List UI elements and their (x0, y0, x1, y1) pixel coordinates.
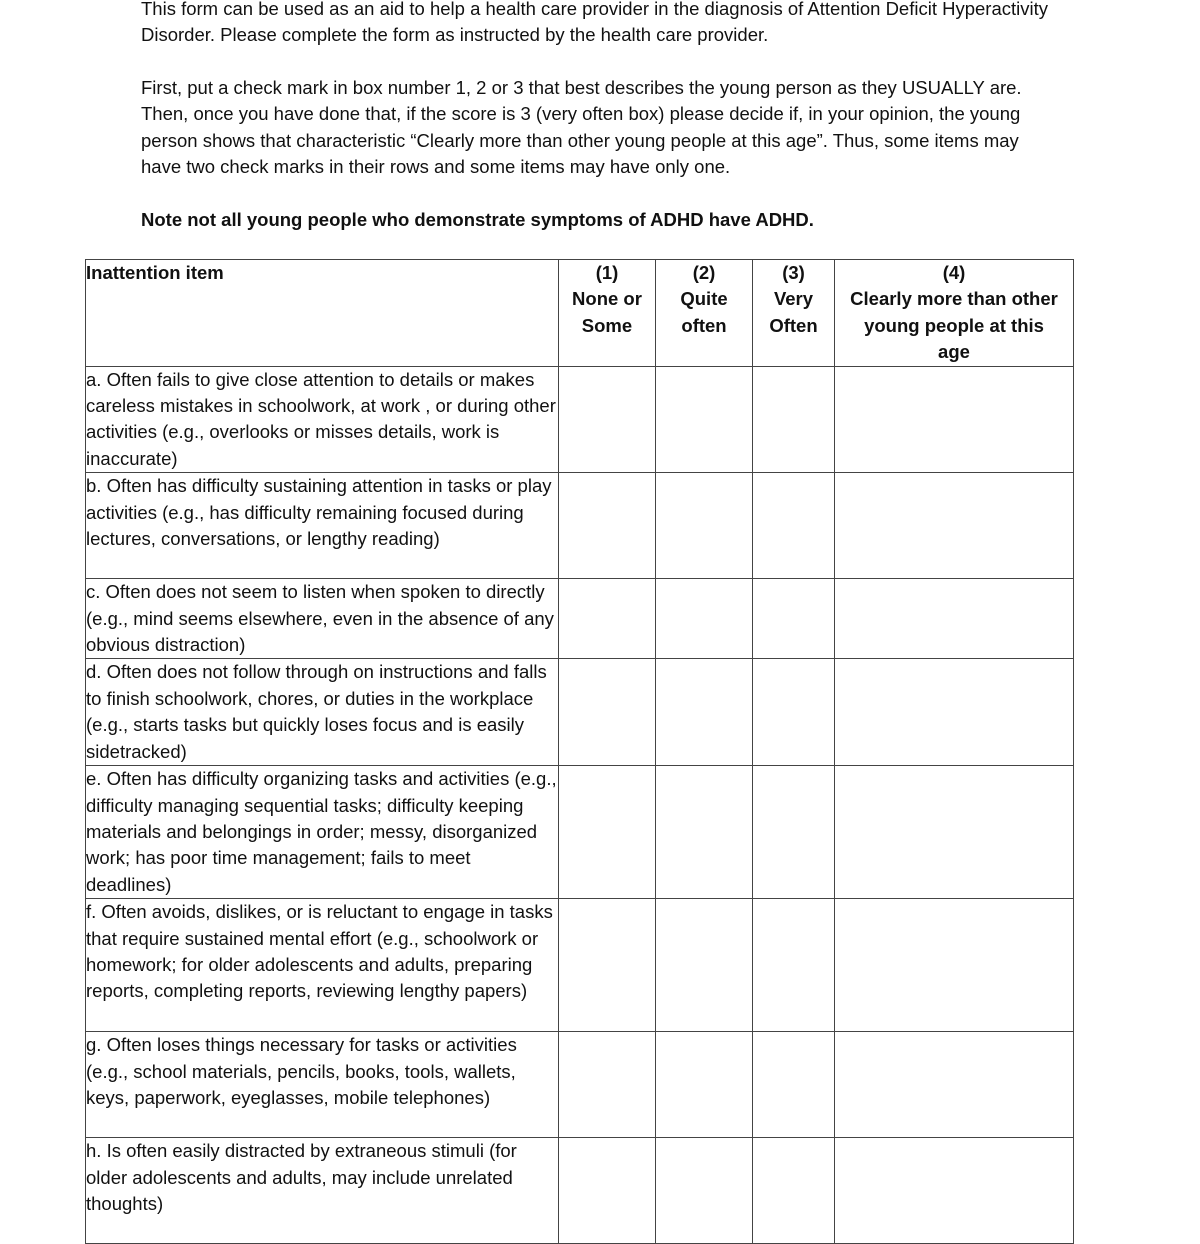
item-a-checkbox-1[interactable] (559, 366, 656, 473)
item-c-checkbox-3[interactable] (753, 579, 835, 659)
column-label: Often (769, 314, 818, 336)
item-c-text: c. Often does not seem to listen when spoken to directly (e.g., mind seems elsewhere, even in the absence of any obvious distraction) (86, 579, 559, 659)
instructions-paragraph: First, put a check mark in box number 1, 2 or 3 that best describes the young person as they USUALLY are. Then, once you have done that, if the score is 3 (very often box) please decide if, in your opinion, the young person shows that characteristic “Clearly more than other young people at this age”. Thus, some items may have two check marks in their rows and some items may have only one. (141, 77, 1022, 177)
item-g-text: g. Often loses things necessary for tasks or activities (e.g., school materials, pencils, books, tools, wallets, keys, paperwork, eyeglasses, mobile telephones) (86, 1032, 559, 1138)
item-d-checkbox-3[interactable] (753, 659, 835, 766)
column-label: None or (572, 288, 642, 310)
column-label: Very (773, 288, 814, 310)
table-row (86, 1032, 1074, 1138)
item-e-checkbox-3[interactable] (753, 766, 835, 899)
column-header-very-often (753, 260, 835, 367)
item-d-checkbox-2[interactable] (656, 659, 753, 766)
item-f-checkbox-4[interactable] (835, 899, 1074, 1032)
item-h-checkbox-1[interactable] (559, 1138, 656, 1244)
item-a-text: a. Often fails to give close attention to details or makes careless mistakes in schoolwork, at work , or during other activities (e.g., overlooks or misses details, work is inaccurate) (86, 366, 559, 473)
table-header-row (86, 260, 1074, 367)
item-d-text: d. Often does not follow through on instructions and falls to finish schoolwork, chores, or duties in the workplace (e.g., starts tasks but quickly loses focus and is easily sidetracked) (86, 659, 559, 766)
column-header-quite-often (656, 260, 753, 367)
item-c-checkbox-2[interactable] (656, 579, 753, 659)
table-row (86, 1138, 1074, 1244)
column-label: young people at this (864, 314, 1044, 336)
column-number: (3) (782, 262, 805, 283)
item-b-text: b. Often has difficulty sustaining attention in tasks or play activities (e.g., has difficulty remaining focused during lectures, conversations, or lengthy reading) (86, 473, 559, 579)
intro-paragraph: This form can be used as an aid to help a health care provider in the diagnosis of Attention Deficit Hyperactivity Disorder. Please complete the form as instructed by the health care provider. (141, 0, 1048, 46)
item-d-checkbox-4[interactable] (835, 659, 1074, 766)
item-b-checkbox-4[interactable] (835, 473, 1074, 579)
item-e-checkbox-4[interactable] (835, 766, 1074, 899)
column-label: often (681, 314, 727, 336)
table-row (86, 579, 1074, 659)
table-row (86, 899, 1074, 1032)
column-header-clearly-more (835, 260, 1074, 367)
item-a-checkbox-3[interactable] (753, 366, 835, 473)
table-row (86, 366, 1074, 473)
item-g-checkbox-2[interactable] (656, 1032, 753, 1138)
item-h-checkbox-3[interactable] (753, 1138, 835, 1244)
column-label: Clearly more than other (850, 288, 1058, 310)
item-f-text: f. Often avoids, dislikes, or is reluctant to engage in tasks that require sustained mental effort (e.g., schoolwork or homework; for older adolescents and adults, preparing reports, completing reports, reviewing lengthy papers) (86, 899, 559, 1032)
item-a-checkbox-2[interactable] (656, 366, 753, 473)
item-c-checkbox-4[interactable] (835, 579, 1074, 659)
item-e-checkbox-2[interactable] (656, 766, 753, 899)
item-f-checkbox-1[interactable] (559, 899, 656, 1032)
column-number: (1) (595, 262, 619, 283)
table-row (86, 473, 1074, 579)
item-b-checkbox-3[interactable] (753, 473, 835, 579)
item-e-text: e. Often has difficulty organizing tasks and activities (e.g., difficulty managing sequential tasks; difficulty keeping materials and belongings in order; messy, disorganized work; has poor time management; fails to meet deadlines) (86, 766, 559, 899)
column-header-none-or-some (559, 260, 656, 367)
item-f-checkbox-2[interactable] (656, 899, 753, 1032)
item-e-checkbox-1[interactable] (559, 766, 656, 899)
item-b-checkbox-1[interactable] (559, 473, 656, 579)
inattention-rating-table (85, 259, 1074, 1244)
item-h-checkbox-2[interactable] (656, 1138, 753, 1244)
item-a-checkbox-4[interactable] (835, 366, 1074, 473)
column-label: Quite (680, 288, 728, 310)
item-h-text: h. Is often easily distracted by extraneous stimuli (for older adolescents and adults, may include unrelated thoughts) (86, 1138, 559, 1244)
item-b-checkbox-2[interactable] (656, 473, 753, 579)
item-g-checkbox-1[interactable] (559, 1032, 656, 1138)
table-row (86, 659, 1074, 766)
item-g-checkbox-3[interactable] (753, 1032, 835, 1138)
item-c-checkbox-1[interactable] (559, 579, 656, 659)
item-h-checkbox-4[interactable] (835, 1138, 1074, 1244)
item-d-checkbox-1[interactable] (559, 659, 656, 766)
item-f-checkbox-3[interactable] (753, 899, 835, 1032)
column-label: age (938, 341, 970, 363)
table-row (86, 766, 1074, 899)
item-column-header: Inattention item (86, 260, 559, 367)
item-g-checkbox-4[interactable] (835, 1032, 1074, 1138)
column-number: (2) (692, 262, 716, 283)
adhd-note: Note not all young people who demonstrate symptoms of ADHD have ADHD. (141, 209, 814, 230)
column-label: Some (581, 314, 633, 336)
column-number: (4) (942, 262, 966, 283)
